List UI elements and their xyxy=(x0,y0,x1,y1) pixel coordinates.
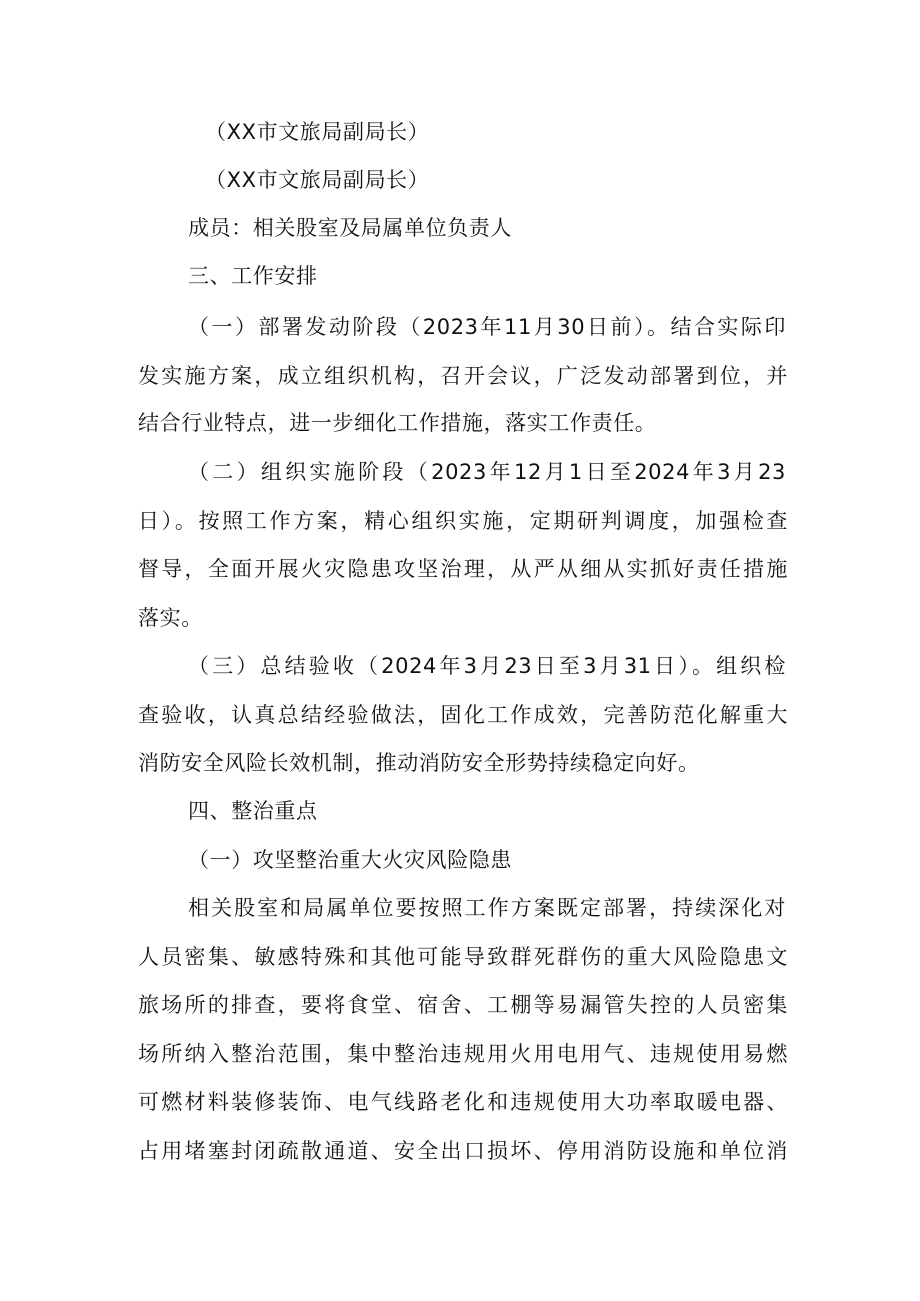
members-line: 成员：相关股室及局属单位负责人 xyxy=(188,216,512,240)
phase-three-line-1: （三）总结验收（2024年3月23日至3月31日）。组织检 xyxy=(188,654,786,678)
section-four-body-line-6: 占用堵塞封闭疏散通道、安全出口损坏、停用消防设施和单位消 xyxy=(138,1139,788,1163)
phase-two-line-2: 日）。按照工作方案，精心组织实施，定期研判调度，加强检查 xyxy=(138,509,788,533)
phase-two-line-1: （二）组织实施阶段（2023年12月1日至2024年3月23 xyxy=(188,460,786,484)
phase-three-line-3: 消防安全风险长效机制，推动消防安全形势持续稳定向好。 xyxy=(138,751,700,775)
section-four-body-line-4: 场所纳入整治范围，集中整治违规用火用电用气、违规使用易燃 xyxy=(138,1042,788,1066)
section-four-heading: 四、整治重点 xyxy=(188,799,318,823)
phase-one-line-2: 发实施方案，成立组织机构，召开会议，广泛发动部署到位，并 xyxy=(138,364,788,388)
phase-two-line-4: 落实。 xyxy=(138,606,203,630)
section-four-subheading: （一）攻坚整治重大火灾风险隐患 xyxy=(188,848,512,872)
phase-three-line-2: 查验收，认真总结经验做法，固化工作成效，完善防范化解重大 xyxy=(138,703,788,727)
section-four-body-line-5: 可燃材料装修装饰、电气线路老化和违规使用大功率取暖电器、 xyxy=(138,1090,788,1114)
section-four-body-line-1: 相关股室和局属单位要按照工作方案既定部署，持续深化对 xyxy=(188,896,786,920)
phase-one-line-1: （一）部署发动阶段（2023年11月30日前）。结合实际印 xyxy=(188,315,786,339)
section-four-body-line-3: 旅场所的排查，要将食堂、宿舍、工棚等易漏管失控的人员密集 xyxy=(138,993,788,1017)
phase-two-line-3: 督导，全面开展火灾隐患攻坚治理，从严从细从实抓好责任措施 xyxy=(138,557,788,581)
phase-one-line-3: 结合行业特点，进一步细化工作措施，落实工作责任。 xyxy=(138,411,657,435)
leader-line-2: （XX市文旅局副局长） xyxy=(205,168,430,192)
leader-line-1: （XX市文旅局副局长） xyxy=(205,120,430,144)
section-three-heading: 三、工作安排 xyxy=(188,264,318,288)
section-four-body-line-2: 人员密集、敏感特殊和其他可能导致群死群伤的重大风险隐患文 xyxy=(138,945,788,969)
